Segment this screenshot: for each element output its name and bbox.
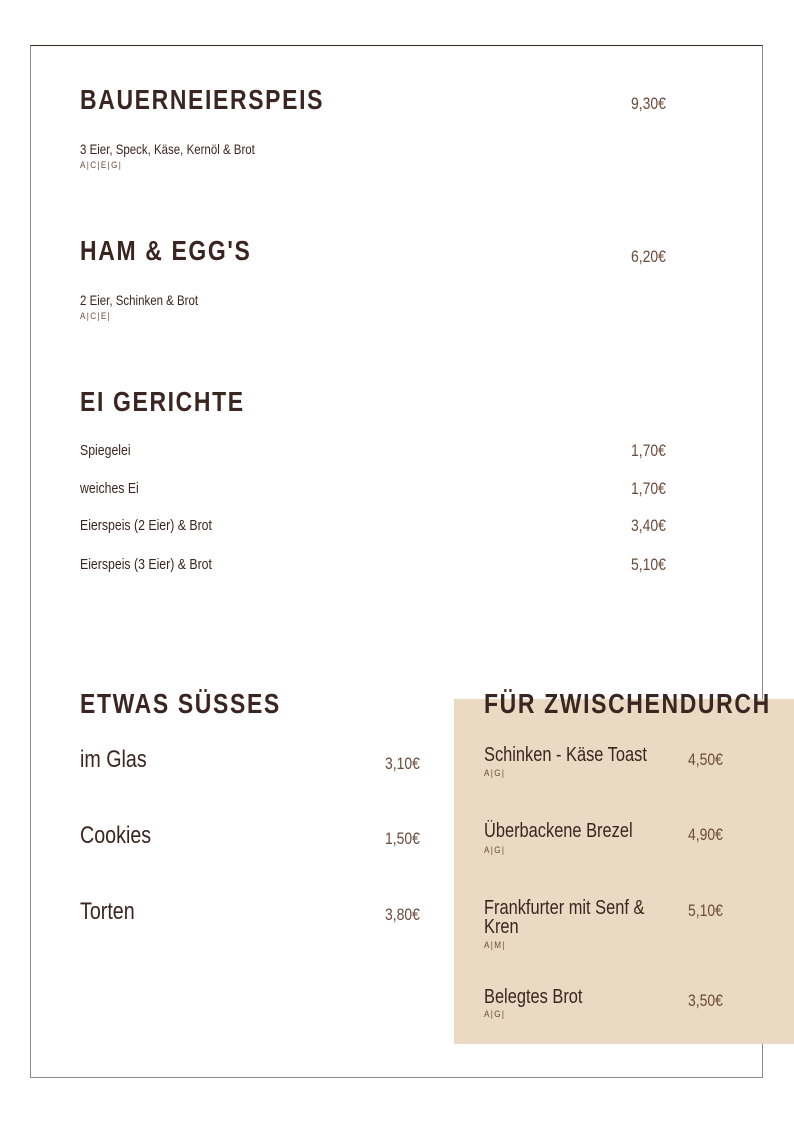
list-item-name: weiches Ei	[80, 480, 139, 497]
list-item-price: 3,80€	[385, 905, 420, 924]
list-item-price: 3,40€	[631, 516, 666, 535]
list-item-name: Überbackene Brezel	[484, 820, 633, 842]
dish-price-bauerneierspeis: 9,30€	[631, 94, 666, 113]
section-title-zwischendurch: FÜR ZWISCHENDURCH	[484, 688, 771, 719]
dish-title-ham-eggs: HAM & EGG'S	[80, 235, 252, 266]
list-item-name: Frankfurter mit Senf &	[484, 897, 645, 919]
section-title-ei-gerichte: EI GERICHTE	[80, 386, 245, 417]
list-item-name: Belegtes Brot	[484, 986, 583, 1008]
list-item-allergens: A|G|	[484, 845, 506, 855]
list-item-name: Torten	[80, 898, 135, 925]
list-item-name: Cookies	[80, 822, 152, 849]
list-item-price: 3,10€	[385, 754, 420, 773]
dish-description-bauerneierspeis: 3 Eier, Speck, Käse, Kernöl & Brot	[80, 141, 255, 157]
list-item-price: 5,10€	[688, 901, 723, 920]
list-item-name: Eierspeis (3 Eier) & Brot	[80, 556, 212, 573]
list-item-name: Spiegelei	[80, 442, 131, 459]
list-item-price: 1,50€	[385, 829, 420, 848]
list-item-name: Schinken - Käse Toast	[484, 744, 647, 766]
list-item-allergens: A|G|	[484, 768, 506, 778]
dish-description-ham-eggs: 2 Eier, Schinken & Brot	[80, 292, 199, 308]
list-item-name: im Glas	[80, 746, 147, 773]
list-item-allergens: A|G|	[484, 1009, 506, 1019]
dish-allergens-ham-eggs: A|C|E|	[80, 311, 112, 321]
list-item-price: 5,10€	[631, 555, 666, 574]
dish-allergens-bauerneierspeis: A|C|E|G|	[80, 160, 123, 170]
list-item-name: Eierspeis (2 Eier) & Brot	[80, 517, 212, 534]
list-item-price: 1,70€	[631, 479, 666, 498]
list-item-price: 3,50€	[688, 991, 723, 1010]
dish-title-bauerneierspeis: BAUERNEIERSPEIS	[80, 84, 325, 115]
list-item-allergens: A|M|	[484, 940, 506, 950]
list-item-price: 1,70€	[631, 441, 666, 460]
section-title-etwas-suesses: ETWAS SÜSSES	[80, 688, 281, 719]
list-item-price: 4,50€	[688, 750, 723, 769]
dish-price-ham-eggs: 6,20€	[631, 247, 666, 266]
list-item-name-continued: Kren	[484, 916, 519, 938]
list-item-price: 4,90€	[688, 825, 723, 844]
